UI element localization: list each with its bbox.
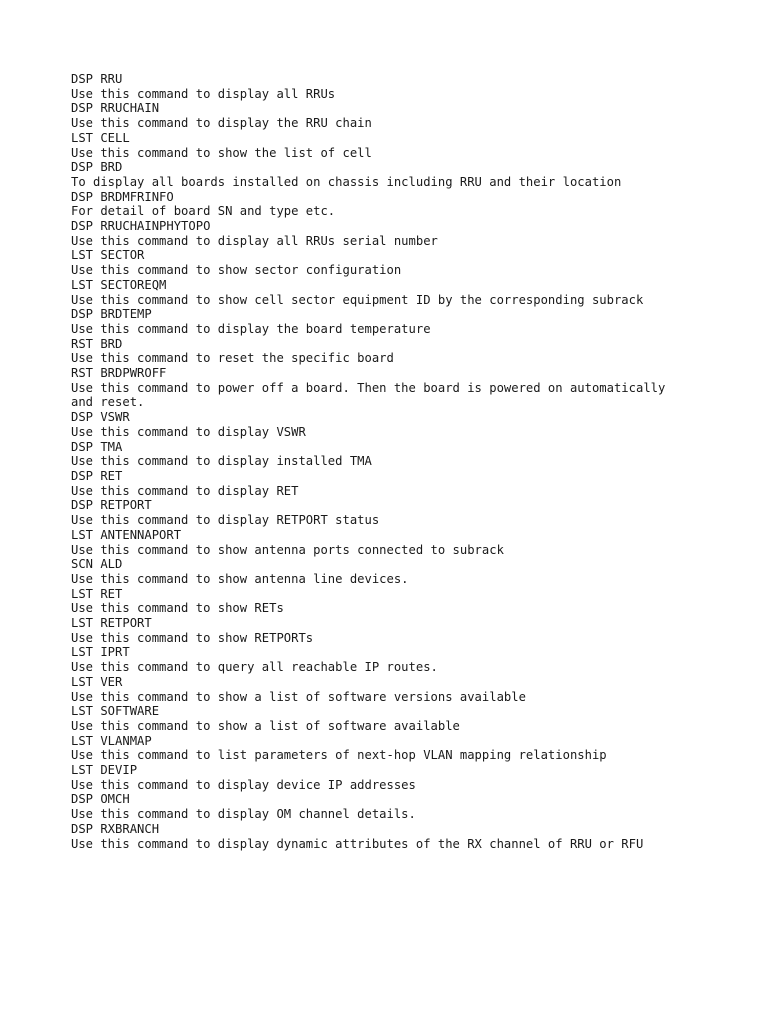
command-description: Use this command to display device IP addresses xyxy=(71,777,416,792)
command-name: DSP BRDMFRINFO xyxy=(71,189,174,204)
command-entry xyxy=(71,410,731,439)
command-entry xyxy=(71,190,731,219)
command-name: DSP BRD xyxy=(71,160,123,175)
command-description: Use this command to display all RRUs xyxy=(71,86,336,101)
command-name: DSP RETPORT xyxy=(71,498,152,513)
command-list xyxy=(71,72,731,851)
command-name: DSP OMCH xyxy=(71,792,130,807)
command-entry xyxy=(71,645,731,674)
command-entry xyxy=(71,219,731,248)
command-entry xyxy=(71,792,731,821)
command-description: Use this command to display the RRU chain xyxy=(71,116,372,131)
command-name: LST RET xyxy=(71,586,123,601)
command-name: DSP RXBRANCH xyxy=(71,821,160,836)
command-description: Use this command to display installed TMA xyxy=(71,454,372,469)
command-name: DSP RRU xyxy=(71,72,123,86)
command-name: DSP TMA xyxy=(71,439,123,454)
command-entry xyxy=(71,101,731,130)
command-entry xyxy=(71,337,731,366)
command-description: Use this command to display dynamic attributes of the RX channel of RRU or RFU xyxy=(71,836,644,851)
command-entry xyxy=(71,704,731,733)
command-description: Use this command to query all reachable IP routes. xyxy=(71,660,438,675)
command-entry xyxy=(71,72,731,101)
command-description: Use this command to display VSWR xyxy=(71,424,306,439)
command-description: Use this command to show the list of cell xyxy=(71,145,372,160)
command-name: RST BRD xyxy=(71,336,123,351)
command-name: LST VER xyxy=(71,674,123,689)
command-description: Use this command to display RET xyxy=(71,483,299,498)
command-name: DSP RET xyxy=(71,468,123,483)
command-entry xyxy=(71,440,731,469)
command-description: Use this command to show RETPORTs xyxy=(71,630,314,645)
command-name: SCN ALD xyxy=(71,557,123,572)
command-description: Use this command to show cell sector equipment ID by the corresponding subrack xyxy=(71,292,644,307)
command-entry xyxy=(71,528,731,557)
command-entry xyxy=(71,616,731,645)
command-name: RST BRDPWROFF xyxy=(71,366,167,381)
command-entry xyxy=(71,734,731,763)
command-name: LST CELL xyxy=(71,130,130,145)
command-description: Use this command to display the board temperature xyxy=(71,321,431,336)
command-entry xyxy=(71,248,731,277)
command-description: Use this command to power off a board. Then the board is powered on automatically and reset. xyxy=(71,380,666,410)
command-description: Use this command to show a list of software versions available xyxy=(71,689,526,704)
command-description: Use this command to reset the specific board xyxy=(71,351,394,366)
command-entry xyxy=(71,675,731,704)
command-name: DSP VSWR xyxy=(71,410,130,425)
command-name: LST SOFTWARE xyxy=(71,704,160,719)
command-entry xyxy=(71,557,731,586)
command-name: DSP RRUCHAIN xyxy=(71,101,160,116)
command-entry xyxy=(71,366,731,410)
command-name: LST VLANMAP xyxy=(71,733,152,748)
command-entry xyxy=(71,763,731,792)
command-description: Use this command to show RETs xyxy=(71,601,284,616)
command-entry xyxy=(71,278,731,307)
command-entry xyxy=(71,587,731,616)
command-name: DSP BRDTEMP xyxy=(71,307,152,322)
command-entry xyxy=(71,822,731,851)
command-name: LST DEVIP xyxy=(71,763,138,778)
command-entry xyxy=(71,469,731,498)
command-description: Use this command to list parameters of next-hop VLAN mapping relationship xyxy=(71,748,607,763)
command-entry xyxy=(71,131,731,160)
command-description: Use this command to show sector configuration xyxy=(71,263,402,278)
command-description: Use this command to display OM channel details. xyxy=(71,807,416,822)
command-entry xyxy=(71,498,731,527)
command-name: LST IPRT xyxy=(71,645,130,660)
command-name: LST SECTOREQM xyxy=(71,277,167,292)
command-description: Use this command to display RETPORT status xyxy=(71,513,380,528)
command-entry xyxy=(71,160,731,189)
command-description: Use this command to display all RRUs serial number xyxy=(71,233,438,248)
command-entry xyxy=(71,307,731,336)
command-name: LST ANTENNAPORT xyxy=(71,527,182,542)
command-description: Use this command to show antenna line devices. xyxy=(71,571,409,586)
command-name: LST RETPORT xyxy=(71,616,152,631)
command-description: To display all boards installed on chassis including RRU and their location xyxy=(71,174,622,189)
command-name: LST SECTOR xyxy=(71,248,145,263)
command-description: Use this command to show a list of software available xyxy=(71,718,460,733)
command-description: For detail of board SN and type etc. xyxy=(71,204,336,219)
command-description: Use this command to show antenna ports connected to subrack xyxy=(71,542,504,557)
command-name: DSP RRUCHAINPHYTOPO xyxy=(71,219,211,234)
